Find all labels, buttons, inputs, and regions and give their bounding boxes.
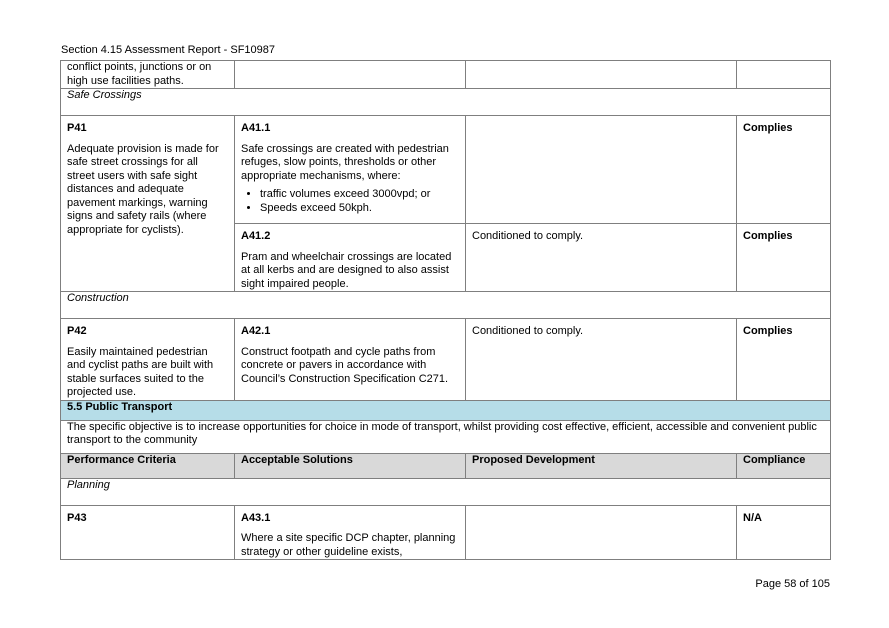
list-item: • Speeds exceed 50kph. bbox=[260, 202, 459, 216]
proposed-development-cell: Conditioned to comply. bbox=[466, 224, 737, 292]
criteria-text: Adequate provision is made for safe street crossings for all street users with safe sight distances and adequate pavement markings, warning signs and safety rails (where appropriate for cyclists). bbox=[67, 142, 219, 236]
solution-text: Where a site specific DCP chapter, planning strategy or other guideline exists, bbox=[241, 532, 456, 558]
continuation-cell: conflict points, junctions or on high use facilities paths. bbox=[61, 61, 235, 89]
page-number: Page 58 of 105 bbox=[755, 578, 830, 590]
section-heading: 5.5 Public Transport bbox=[61, 400, 831, 420]
compliance-cell: Complies bbox=[737, 319, 831, 401]
solution-text: Construct footpath and cycle paths from concrete or pavers in accordance with Council’s Construction Specification C271. bbox=[241, 345, 449, 385]
objective-row bbox=[61, 420, 831, 453]
solution-code: A41.2 bbox=[241, 230, 271, 242]
column-header: Performance Criteria bbox=[61, 453, 235, 478]
acceptable-solution-cell bbox=[235, 505, 466, 560]
section-row-safe-crossings bbox=[61, 89, 831, 116]
performance-criteria-cell bbox=[61, 319, 235, 401]
compliance-cell: N/A bbox=[737, 505, 831, 560]
solution-code: A42.1 bbox=[241, 325, 271, 337]
section-label: Planning bbox=[61, 478, 831, 505]
objective-text: The specific objective is to increase opportunities for choice in mode of transport, whilst providing cost effective, efficient, accessible and convenient public transport to the community bbox=[61, 420, 831, 453]
column-header: Compliance bbox=[737, 453, 831, 478]
column-header: Proposed Development bbox=[466, 453, 737, 478]
section-row-construction bbox=[61, 292, 831, 319]
criteria-text: Easily maintained pedestrian and cyclist paths are built with stable surfaces suited to the projected use. bbox=[67, 345, 214, 398]
proposed-development-cell: Conditioned to comply. bbox=[466, 319, 737, 401]
proposed-development-cell bbox=[466, 116, 737, 224]
solution-text: Safe crossings are created with pedestrian refuges, slow points, thresholds or other appropriate mechanisms, where: bbox=[241, 142, 449, 182]
table-row bbox=[61, 116, 831, 224]
criteria-code: P41 bbox=[67, 122, 87, 134]
section-label: Safe Crossings bbox=[61, 89, 831, 116]
page-header: Section 4.15 Assessment Report - SF10987 bbox=[61, 44, 276, 56]
acceptable-solution-cell bbox=[235, 224, 466, 292]
performance-criteria-cell bbox=[61, 116, 235, 292]
criteria-code: P42 bbox=[67, 325, 87, 337]
solution-code: A41.1 bbox=[241, 122, 271, 134]
section-label: Construction bbox=[61, 292, 831, 319]
solution-bullets bbox=[241, 188, 459, 215]
performance-criteria-cell: P43 bbox=[61, 505, 235, 560]
table-row bbox=[61, 61, 831, 89]
column-header-row bbox=[61, 453, 831, 478]
acceptable-solution-cell bbox=[235, 116, 466, 224]
assessment-table bbox=[60, 60, 831, 560]
solution-code: A43.1 bbox=[241, 511, 271, 524]
proposed-development-cell bbox=[466, 505, 737, 560]
compliance-cell: Complies bbox=[737, 224, 831, 292]
solution-text: Pram and wheelchair crossings are located at all kerbs and are designed to also assist sight impaired people. bbox=[241, 250, 452, 290]
list-item: • traffic volumes exceed 3000vpd; or bbox=[260, 188, 459, 202]
acceptable-solution-cell bbox=[235, 319, 466, 401]
section-heading-row bbox=[61, 400, 831, 420]
table-row bbox=[61, 319, 831, 401]
table-row bbox=[61, 505, 831, 560]
section-row-planning bbox=[61, 478, 831, 505]
compliance-cell: Complies bbox=[737, 116, 831, 224]
column-header: Acceptable Solutions bbox=[235, 453, 466, 478]
